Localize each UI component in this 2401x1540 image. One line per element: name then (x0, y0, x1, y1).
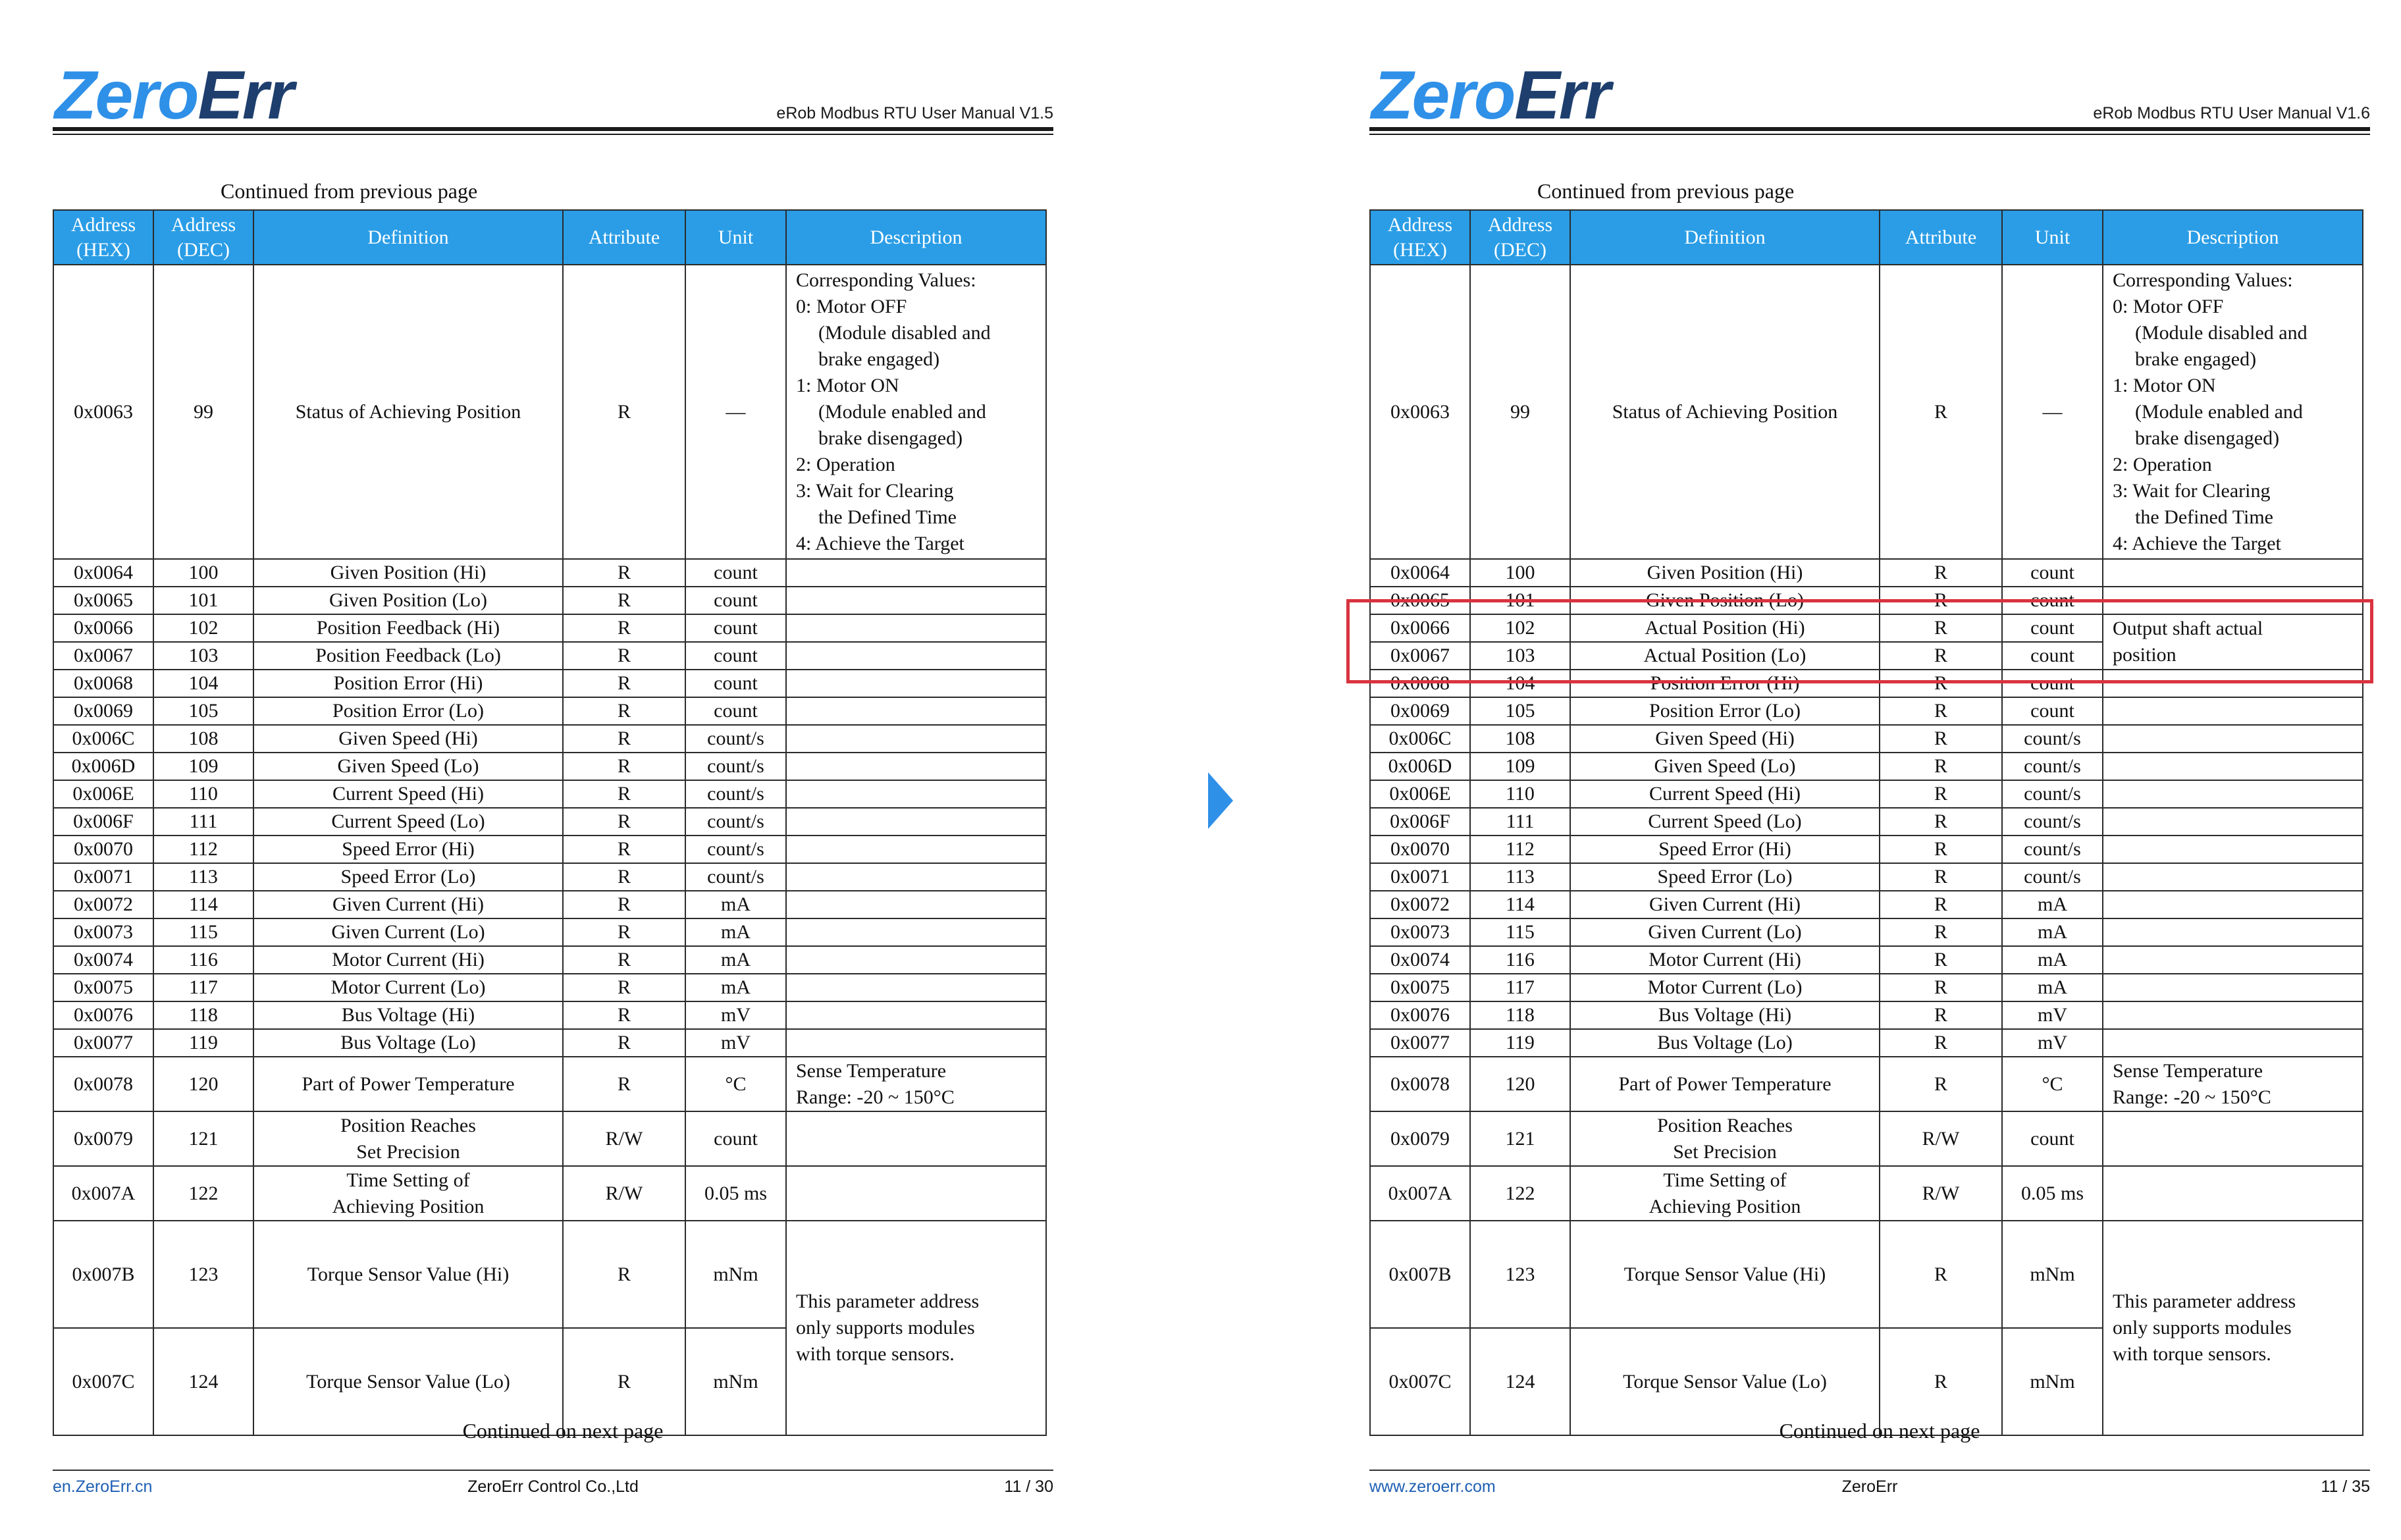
table-row: 0x0073 115 Given Current (Lo) R mA (1370, 918, 2363, 946)
footer-divider (1369, 1470, 2370, 1471)
header-divider (1369, 127, 2370, 131)
footer-divider (53, 1470, 1053, 1471)
table-row: 0x006D 109 Given Speed (Lo) R count/s (1370, 753, 2363, 780)
continued-on-next: Continued on next page (462, 1419, 664, 1443)
register-table (53, 209, 1047, 1436)
table-row: 0x0067 103 Position Feedback (Lo) R count (53, 642, 1046, 670)
table-row: 0x0064 100 Given Position (Hi) R count (1370, 559, 2363, 587)
table-row: 0x0074 116 Motor Current (Hi) R mA (1370, 946, 2363, 974)
actual-position-description: Output shaft actual position (2103, 614, 2363, 670)
table-row: 0x0064 100 Given Position (Hi) R count (53, 559, 1046, 587)
table-row: 0x007A 122 Time Setting of Achieving Position R/W 0.05 ms (1370, 1166, 2363, 1221)
col-header-attribute: Attribute (563, 210, 685, 265)
manual-page-v16 (1369, 0, 2370, 1540)
zeroerr-logo: ZeroErr (1371, 57, 1610, 134)
manual-title: eRob Modbus RTU User Manual V1.6 (2093, 104, 2370, 122)
table-header-row (53, 210, 1046, 265)
col-header-unit: Unit (685, 210, 786, 265)
register-table (1369, 209, 2363, 1436)
footer-company: ZeroErr Control Co.,Ltd (467, 1477, 639, 1496)
table-row: 0x0072 114 Given Current (Hi) R mA (53, 891, 1046, 918)
table-row: 0x006C 108 Given Speed (Hi) R count/s (1370, 725, 2363, 753)
table-row: 0x0073 115 Given Current (Lo) R mA (53, 918, 1046, 946)
table-row: 0x006F 111 Current Speed (Lo) R count/s (53, 808, 1046, 836)
table-row: 0x0079 121 Position Reaches Set Precision R/W count (1370, 1111, 2363, 1166)
table-row: 0x0066 102 Position Feedback (Hi) R count (53, 614, 1046, 642)
manual-page-v15 (53, 0, 1053, 1540)
col-header-description: Description (786, 210, 1046, 265)
table-row: 0x0078 120 Part of Power Temperature R °C Sense Temperature Range: -20 ~ 150°C (53, 1057, 1046, 1111)
table-row: 0x0071 113 Speed Error (Lo) R count/s (1370, 863, 2363, 891)
continued-from-previous: Continued from previous page (221, 179, 478, 203)
manual-title: eRob Modbus RTU User Manual V1.5 (776, 104, 1053, 122)
torque-description: This parameter address only supports modules with torque sensors. (786, 1221, 1046, 1435)
table-row: 0x0070 112 Speed Error (Hi) R count/s (1370, 836, 2363, 863)
table-row: 0x0075 117 Motor Current (Lo) R mA (53, 974, 1046, 1001)
table-header-row (1370, 210, 2363, 265)
footer-website: en.ZeroErr.cn (53, 1477, 153, 1496)
col-header-unit: Unit (2002, 210, 2103, 265)
header-divider-thin (1369, 134, 2370, 135)
zeroerr-logo: ZeroErr (55, 57, 293, 134)
footer-company: ZeroErr (1841, 1477, 1898, 1496)
col-header-address-dec: Address (DEC) (153, 210, 253, 265)
table-row: 0x006D 109 Given Speed (Lo) R count/s (53, 753, 1046, 780)
table-row: 0x006E 110 Current Speed (Hi) R count/s (1370, 780, 2363, 808)
col-header-description: Description (2103, 210, 2363, 265)
table-row: 0x0067 103 Actual Position (Lo) R count (1370, 642, 2363, 670)
torque-description: This parameter address only supports modules with torque sensors. (2103, 1221, 2363, 1435)
table-row: 0x0078 120 Part of Power Temperature R °C Sense Temperature Range: -20 ~ 150°C (1370, 1057, 2363, 1111)
table-row: 0x0069 105 Position Error (Lo) R count (53, 697, 1046, 725)
table-row: 0x007A 122 Time Setting of Achieving Position R/W 0.05 ms (53, 1166, 1046, 1221)
footer-page-number: 11 / 35 (2321, 1477, 2370, 1496)
arrow-right-icon (1208, 772, 1233, 829)
table-row: 0x0072 114 Given Current (Hi) R mA (1370, 891, 2363, 918)
table-row: 0x0076 118 Bus Voltage (Hi) R mV (1370, 1001, 2363, 1029)
continued-from-previous: Continued from previous page (1537, 179, 1795, 203)
continued-on-next: Continued on next page (1779, 1419, 1980, 1443)
table-row: 0x0065 101 Given Position (Lo) R count (53, 587, 1046, 614)
table-row: 0x0070 112 Speed Error (Hi) R count/s (53, 836, 1046, 863)
table-row: 0x0068 104 Position Error (Hi) R count (53, 670, 1046, 697)
table-row: 0x0079 121 Position Reaches Set Precision R/W count (53, 1111, 1046, 1166)
table-row: 0x0068 104 Position Error (Hi) R count (1370, 670, 2363, 697)
table-row: 0x0065 101 Given Position (Lo) R count (1370, 587, 2363, 614)
table-row: 0x0077 119 Bus Voltage (Lo) R mV (53, 1029, 1046, 1057)
table-row: 0x0069 105 Position Error (Lo) R count (1370, 697, 2363, 725)
table-row: 0x0074 116 Motor Current (Hi) R mA (53, 946, 1046, 974)
col-header-definition: Definition (253, 210, 563, 265)
col-header-attribute: Attribute (1880, 210, 2002, 265)
col-header-definition: Definition (1570, 210, 1880, 265)
table-row: 0x007C 124 Torque Sensor Value (Lo) R mNm (1370, 1328, 2363, 1435)
table-row: 0x007C 124 Torque Sensor Value (Lo) R mNm (53, 1328, 1046, 1435)
table-row: 0x0075 117 Motor Current (Lo) R mA (1370, 974, 2363, 1001)
status-description: Corresponding Values: 0: Motor OFF (Module disabled and brake engaged) 1: Motor ON (Module enabled and brake disengaged) 2: Operation 3: Wait for Clearing the Defined Time 4: Achieve the Target (786, 265, 1046, 559)
table-row: 0x006F 111 Current Speed (Lo) R count/s (1370, 808, 2363, 836)
table-row: 0x0071 113 Speed Error (Lo) R count/s (53, 863, 1046, 891)
header-divider-thin (53, 134, 1053, 135)
table-row: 0x0063 99 Status of Achieving Position R — Corresponding Values: 0: Motor OFF (Module disabled and brake engaged) 1: Motor ON (Module enabled and brake disengaged) 2: Operation 3: Wait for Clearing the Defined Time 4: Achieve the Target (1370, 265, 2363, 559)
table-row: 0x0066 102 Actual Position (Hi) R count Output shaft actual position (1370, 614, 2363, 642)
col-header-address-hex: Address (HEX) (53, 210, 153, 265)
col-header-address-hex: Address (HEX) (1370, 210, 1470, 265)
change-highlight-box (1346, 599, 2373, 683)
table-row: 0x0076 118 Bus Voltage (Hi) R mV (53, 1001, 1046, 1029)
table-row: 0x006C 108 Given Speed (Hi) R count/s (53, 725, 1046, 753)
footer-page-number: 11 / 30 (1004, 1477, 1053, 1496)
table-row: 0x007B 123 Torque Sensor Value (Hi) R mNm This parameter address only supports modules with torque sensors. (53, 1221, 1046, 1328)
status-description: Corresponding Values: 0: Motor OFF (Module disabled and brake engaged) 1: Motor ON (Module enabled and brake disengaged) 2: Operation 3: Wait for Clearing the Defined Time 4: Achieve the Target (2103, 265, 2363, 559)
table-row: 0x006E 110 Current Speed (Hi) R count/s (53, 780, 1046, 808)
footer-website: www.zeroerr.com (1369, 1477, 1496, 1496)
table-row: 0x0063 99 Status of Achieving Position R — Corresponding Values: 0: Motor OFF (Module disabled and brake engaged) 1: Motor ON (Module enabled and brake disengaged) 2: Operation 3: Wait for Clearing the Defined Time 4: Achieve the Target (53, 265, 1046, 559)
col-header-address-dec: Address (DEC) (1470, 210, 1570, 265)
table-row: 0x007B 123 Torque Sensor Value (Hi) R mNm This parameter address only supports modules with torque sensors. (1370, 1221, 2363, 1328)
table-row: 0x0077 119 Bus Voltage (Lo) R mV (1370, 1029, 2363, 1057)
header-divider (53, 127, 1053, 131)
